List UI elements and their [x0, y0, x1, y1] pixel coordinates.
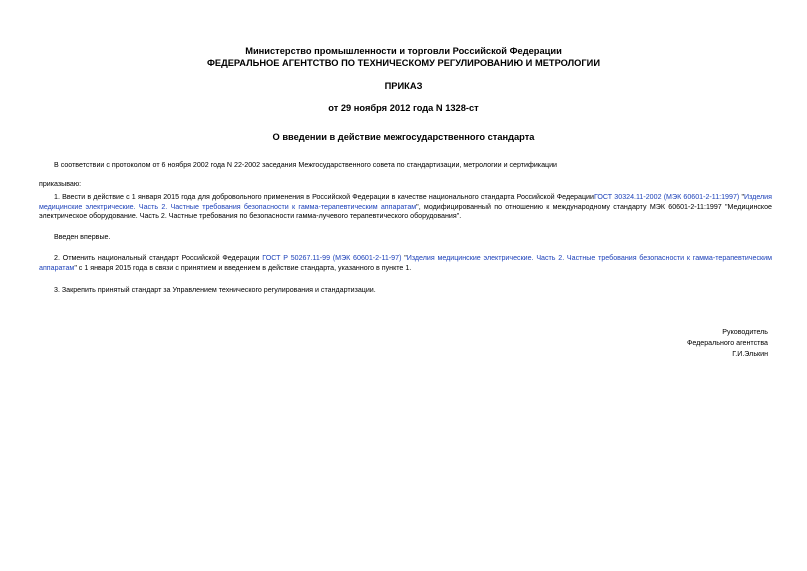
- signature-organization: Федерального агентства: [686, 339, 768, 347]
- order-date: от 29 ноября 2012 года N 1328-ст: [328, 103, 479, 113]
- item-2-gost-link[interactable]: ГОСТ Р 50267.11-99 (МЭК 60601-2-11-97): [262, 254, 402, 262]
- item-1-lead: 1. Ввести в действие с 1 января 2015 года для добровольного применения в Российской Федерации в качестве национального стандарта Российской Федерации: [54, 193, 594, 201]
- item-1-gost-link[interactable]: ГОСТ 30324.11-2002 (МЭК 60601-2-11:1997): [593, 193, 740, 201]
- item-1-paragraph: [39, 193, 772, 222]
- item-2-lead: 2. Отменить национальный стандарт Российской Федерации: [54, 254, 263, 262]
- item-3-paragraph: 3. Закрепить принятый стандарт за Управлением технического регулирования и стандартизации.: [54, 286, 376, 294]
- signature-block: [687, 327, 768, 360]
- document-title: О введении в действие межгосударственного стандарта: [272, 132, 535, 142]
- item-1-tail: ", модифицированный по отношению к международному стандарту МЭК 60601-2-11:1997 "Медицинское электрическое оборудование. Часть 2. Частные требования по безопасности гамма-лучевого терапевтического оборудования".: [39, 202, 772, 221]
- intro-paragraph: В соответствии с протоколом от 6 ноября 2002 года N 22-2002 заседания Межгосударственного совета по стандартизации, метрологии и сертификации: [54, 161, 557, 169]
- signature-name: Г.И.Элькин: [732, 350, 768, 358]
- item-1-title-link[interactable]: Изделия медицинские электрические. Часть 2. Частные требования безопасности к гамма-терапевтическим аппаратам: [39, 193, 772, 211]
- agency-heading: ФЕДЕРАЛЬНОЕ АГЕНТСТВО ПО ТЕХНИЧЕСКОМУ РЕГУЛИРОВАНИЮ И МЕТРОЛОГИИ: [206, 58, 601, 68]
- signature-position: Руководитель: [722, 328, 768, 336]
- item-2-quote-open: ": [401, 254, 407, 262]
- order-heading: ПРИКАЗ: [384, 81, 423, 91]
- item-1-quote-open: ": [739, 193, 744, 201]
- item-2-paragraph: [39, 254, 772, 273]
- item-2-title-link[interactable]: Изделия медицинские электрические. Часть 2. Частные требования безопасности к гамма-терапевтическим аппаратам: [39, 254, 772, 272]
- ministry-heading: Министерство промышленности и торговли Российской Федерации: [245, 46, 562, 56]
- order-paragraph: приказываю:: [39, 180, 82, 188]
- item-2-tail: " с 1 января 2015 года в связи с принятием и введением в действие стандарта, указанного в пункте 1.: [74, 263, 412, 272]
- first-introduced-paragraph: Введен впервые.: [54, 233, 111, 241]
